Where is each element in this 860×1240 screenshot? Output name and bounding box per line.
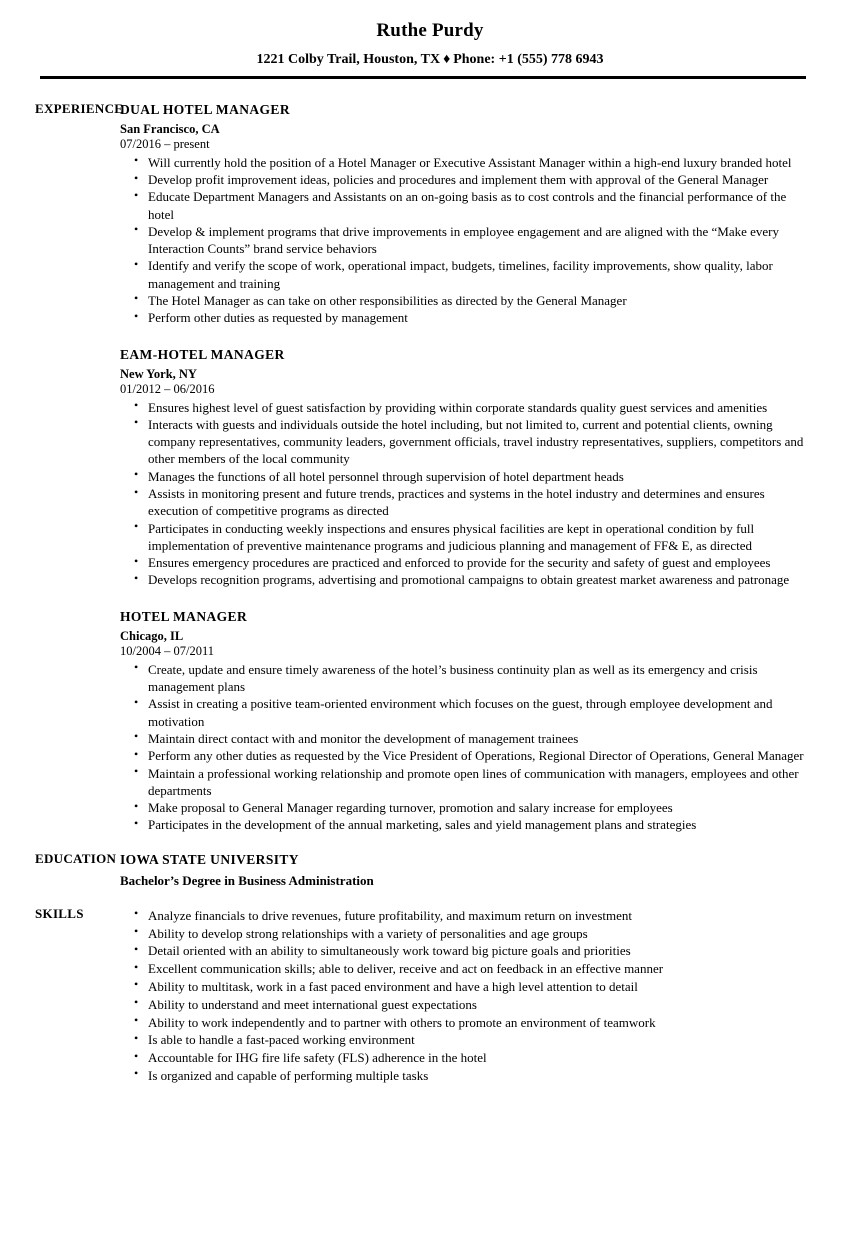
bullet-item: • Participates in conducting weekly inspections and ensures physical facilities are kept in operational condition by full implementation of preventive maintenance programs and judicious planning and management of FF& E, as directed	[120, 520, 810, 555]
experience-entry	[120, 346, 810, 589]
skills-entries	[120, 906, 860, 1085]
job-location: Chicago, IL	[120, 628, 184, 643]
bullet-item: • Perform other duties as requested by management	[120, 309, 810, 326]
bullet-item: • Analyze financials to drive revenues, future profitability, and maximum return on investment	[120, 907, 810, 925]
bullet-item: • Ensures highest level of guest satisfaction by providing within corporate standards quality guest services and amenities	[120, 399, 810, 416]
job-location: San Francisco, CA	[120, 121, 220, 136]
bullet-list	[120, 399, 810, 589]
bullet-list	[120, 154, 810, 327]
bullet-item: • Develops recognition programs, advertising and promotional campaigns to obtain greatest market awareness and patronage	[120, 571, 810, 588]
job-title: EAM-HOTEL MANAGER	[120, 346, 285, 362]
bullet-item: • Manages the functions of all hotel personnel through supervision of hotel department heads	[120, 468, 810, 485]
header-divider	[40, 76, 806, 79]
education-entries	[120, 851, 860, 890]
education-degree: Bachelor’s Degree in Business Administration	[120, 872, 374, 888]
bullet-item: • Is organized and capable of performing multiple tasks	[120, 1067, 810, 1085]
contact-address: 1221 Colby Trail, Houston, TX	[256, 51, 441, 67]
job-title: DUAL HOTEL MANAGER	[120, 101, 290, 117]
diamond-separator-icon: ♦	[443, 51, 451, 67]
experience-entries	[120, 101, 860, 834]
education-entry	[120, 851, 810, 890]
bullet-item: • The Hotel Manager as can take on other responsibilities as directed by the General Manager	[120, 292, 810, 309]
candidate-name: Ruthe Purdy	[376, 20, 484, 41]
job-location: New York, NY	[120, 366, 197, 381]
bullet-item: • Ability to understand and meet international guest expectations	[120, 996, 810, 1014]
education-section-label: EDUCATION	[35, 850, 117, 866]
bullet-item: • Identify and verify the scope of work, operational impact, budgets, timelines, facility improvements, show quality, labor management and training	[120, 257, 810, 292]
job-dates: 01/2012 – 06/2016	[120, 382, 215, 397]
bullet-list	[120, 661, 810, 834]
bullet-item: • Develop profit improvement ideas, policies and procedures and implement them with approval of the General Manager	[120, 171, 810, 188]
bullet-item: • Will currently hold the position of a Hotel Manager or Executive Assistant Manager within a high-end luxury branded hotel	[120, 154, 810, 171]
job-dates: 07/2016 – present	[120, 137, 210, 152]
bullet-item: • Maintain a professional working relationship and promote open lines of communication with managers, employees and other departments	[120, 765, 810, 800]
bullet-item: • Maintain direct contact with and monitor the development of management trainees	[120, 730, 810, 747]
bullet-item: • Participates in the development of the annual marketing, sales and yield management plans and strategies	[120, 816, 810, 833]
bullet-item: • Excellent communication skills; able to deliver, receive and act on feedback in an effective manner	[120, 960, 810, 978]
bullet-item: • Detail oriented with an ability to simultaneously work toward big picture goals and priorities	[120, 942, 810, 960]
bullet-list	[120, 907, 810, 1085]
bullet-item: • Assists in monitoring present and future trends, practices and systems in the hotel industry and determines and ensures execution of competitive programs as directed	[120, 485, 810, 520]
bullet-item: • Create, update and ensure timely awareness of the hotel’s business continuity plan as well as its emergency and crisis management plans	[120, 661, 810, 696]
experience-entry	[120, 608, 810, 834]
bullet-item: • Ensures emergency procedures are practiced and enforced to provide for the security and safety of guest and employees	[120, 554, 810, 571]
bullet-item: • Develop & implement programs that drive improvements in employee engagement and are aligned with the “Make every Interaction Counts” brand service behaviors	[120, 223, 810, 258]
bullet-item: • Ability to work independently and to partner with others to promote an environment of teamwork	[120, 1014, 810, 1032]
education-school: IOWA STATE UNIVERSITY	[120, 851, 299, 867]
skills-section	[0, 906, 860, 1085]
bullet-item: • Perform any other duties as requested by the Vice President of Operations, Regional Director of Operations, General Manager	[120, 747, 810, 764]
bullet-item: • Assist in creating a positive team-oriented environment which focuses on the guest, through employee development and motivation	[120, 695, 810, 730]
bullet-item: • Ability to develop strong relationships with a variety of personalities and age groups	[120, 925, 810, 943]
job-dates: 10/2004 – 07/2011	[120, 644, 214, 659]
bullet-item: • Interacts with guests and individuals outside the hotel including, but not limited to, current and potential clients, owning company representatives, community leaders, government officials, travel industry representatives, suppliers, competitors and other members of the local community	[120, 416, 810, 468]
job-title: HOTEL MANAGER	[120, 608, 248, 624]
bullet-item: • Is able to handle a fast-paced working environment	[120, 1031, 810, 1049]
experience-section-label: EXPERIENCE	[35, 100, 124, 116]
bullet-item: • Ability to multitask, work in a fast paced environment and have a high level attention to detail	[120, 978, 810, 996]
contact-line	[0, 52, 860, 69]
skills-section-label: SKILLS	[35, 905, 84, 921]
experience-section	[0, 101, 860, 834]
education-section	[0, 851, 860, 890]
bullet-item: • Educate Department Managers and Assistants on an on-going basis as to cost controls and the financial performance of the hotel	[120, 188, 810, 223]
experience-entry	[120, 101, 810, 327]
contact-phone: Phone: +1 (555) 778 6943	[453, 51, 604, 67]
bullet-item: • Make proposal to General Manager regarding turnover, promotion and salary increase for employees	[120, 799, 810, 816]
bullet-item: • Accountable for IHG fire life safety (FLS) adherence in the hotel	[120, 1049, 810, 1067]
resume-header	[0, 0, 860, 79]
